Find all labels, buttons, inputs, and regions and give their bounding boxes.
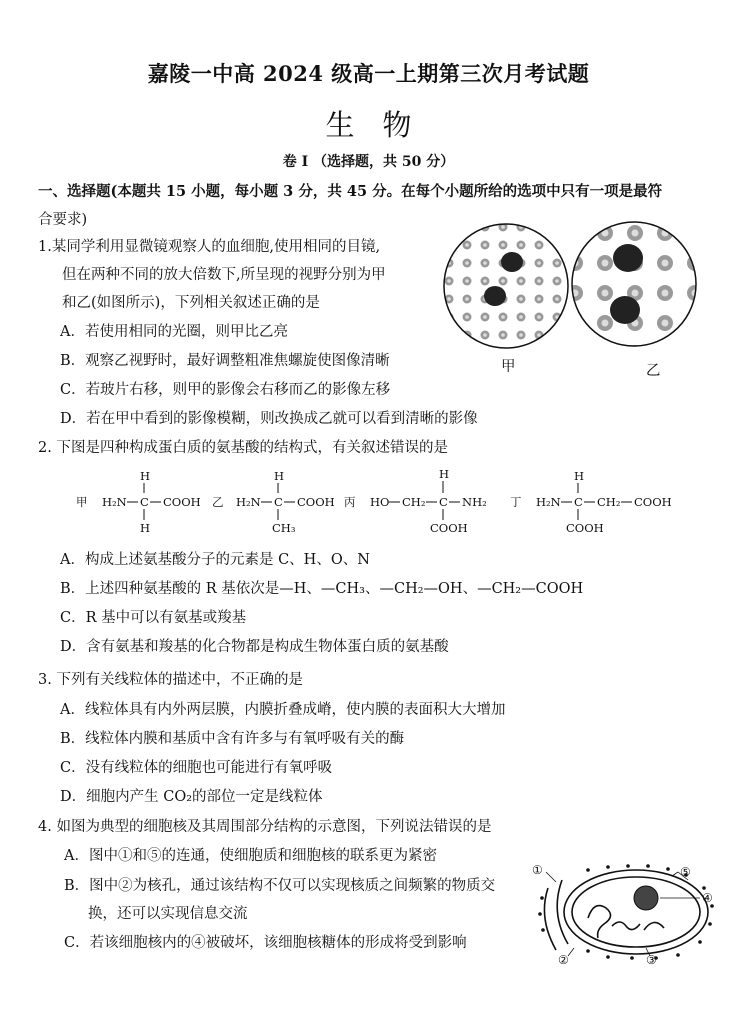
svg-text:C: C bbox=[439, 495, 448, 509]
structure-label-yi: 乙 bbox=[212, 495, 224, 509]
structure-label-bing: 丙 bbox=[344, 495, 356, 509]
svg-text:COOH: COOH bbox=[430, 521, 468, 535]
q1-stem-line1: 1.某同学利用显微镜观察人的血细胞,使用相同的目镜, bbox=[38, 239, 381, 255]
label-4: ④ bbox=[702, 891, 713, 905]
q4-option-a: A．图中①和⑤的连通，使细胞质和细胞核的联系更为紧密 bbox=[64, 848, 437, 864]
q1-stem-line3: 和乙(如图所示)，下列相关叙述正确的是 bbox=[62, 295, 320, 311]
q2-option-c: C．R 基中可以有氨基或羧基 bbox=[60, 610, 247, 626]
svg-text:H₂N: H₂N bbox=[102, 495, 127, 509]
svg-text:CH₂: CH₂ bbox=[402, 495, 426, 509]
svg-text:H₂N: H₂N bbox=[236, 495, 261, 509]
q3-option-d: D．细胞内产生 CO₂的部位一定是线粒体 bbox=[60, 789, 323, 805]
svg-text:COOH: COOH bbox=[566, 521, 604, 535]
q1-option-b: B．观察乙视野时，最好调整粗准焦螺旋使图像清晰 bbox=[60, 353, 390, 369]
q3-option-b: B．线粒体内膜和基质中含有许多与有氧呼吸有关的酶 bbox=[60, 731, 405, 747]
label-2: ② bbox=[558, 953, 569, 966]
q3-option-c: C．没有线粒体的细胞也可能进行有氧呼吸 bbox=[60, 760, 333, 776]
svg-text:C: C bbox=[274, 495, 283, 509]
svg-text:COOH: COOH bbox=[297, 495, 335, 509]
field-yi bbox=[572, 222, 696, 346]
svg-text:COOH: COOH bbox=[634, 495, 672, 509]
volume-heading: 卷 I （选择题，共 50 分） bbox=[282, 154, 455, 170]
field-jia bbox=[444, 224, 568, 348]
q2-option-a: A．构成上述氨基酸分子的元素是 C、H、O、N bbox=[60, 552, 370, 568]
q3-stem: 3. 下列有关线粒体的描述中，不正确的是 bbox=[38, 672, 303, 688]
amino-acid-structures bbox=[70, 466, 690, 538]
q1-option-a: A．若使用相同的光圈，则甲比乙亮 bbox=[60, 324, 288, 340]
label-5: ⑤ bbox=[680, 865, 691, 879]
label-1: ① bbox=[532, 863, 543, 877]
svg-text:H: H bbox=[574, 469, 585, 483]
q4-option-b: B．图中②为核孔，通过该结构不仅可以实现核质之间频繁的物质交 bbox=[64, 878, 496, 894]
label-3: ③ bbox=[646, 953, 657, 966]
exam-title: 嘉陵一中高 2024 级高一上期第三次月考试题 bbox=[147, 61, 590, 86]
q2-option-d: D．含有氨基和羧基的化合物都是构成生物体蛋白质的氨基酸 bbox=[60, 639, 449, 655]
svg-text:C: C bbox=[140, 495, 149, 509]
q4-option-b-cont: 换，还可以实现信息交流 bbox=[88, 906, 248, 922]
svg-text:H₂N: H₂N bbox=[536, 495, 561, 509]
svg-text:H: H bbox=[274, 469, 285, 483]
q4-stem: 4. 如图为典型的细胞核及其周围部分结构的示意图，下列说法错误的是 bbox=[38, 819, 492, 835]
q1-stem-line2: 但在两种不同的放大倍数下,所呈现的视野分别为甲 bbox=[62, 267, 386, 283]
svg-text:CH₂: CH₂ bbox=[597, 495, 621, 509]
q1-option-d: D．若在甲中看到的影像模糊，则改换成乙就可以看到清晰的影像 bbox=[60, 411, 478, 427]
microscope-fields-figure bbox=[440, 218, 700, 378]
svg-text:NH₂: NH₂ bbox=[462, 495, 487, 509]
fig-label-jia: 甲 bbox=[501, 359, 516, 375]
svg-text:CH₃: CH₃ bbox=[272, 521, 296, 535]
svg-text:H: H bbox=[140, 469, 151, 483]
q1-option-c: C．若玻片右移，则甲的影像会右移而乙的影像左移 bbox=[60, 382, 391, 398]
nucleus-figure bbox=[528, 858, 728, 966]
svg-text:HO: HO bbox=[370, 495, 390, 509]
q4-option-c: C．若该细胞核内的④被破坏，该细胞核糖体的形成将受到影响 bbox=[64, 935, 467, 951]
svg-text:C: C bbox=[574, 495, 583, 509]
q2-option-b: B．上述四种氨基酸的 R 基依次是—H、—CH₃、—CH₂—OH、—CH₂—COOH bbox=[60, 581, 584, 597]
section-heading: 一、选择题(本题共 15 小题，每小题 3 分，共 45 分。在每个小题所给的选项中只有一项是最符 bbox=[38, 183, 663, 200]
subject-title: 生物 bbox=[325, 108, 440, 142]
q3-option-a: A．线粒体具有内外两层膜，内膜折叠成嵴，使内膜的表面积大大增加 bbox=[60, 702, 506, 718]
svg-text:COOH: COOH bbox=[163, 495, 201, 509]
q2-stem: 2. 下图是四种构成蛋白质的氨基酸的结构式，有关叙述错误的是 bbox=[38, 440, 448, 456]
section-heading-cont: 合要求) bbox=[38, 212, 88, 228]
fig-label-yi: 乙 bbox=[646, 363, 661, 379]
svg-text:H: H bbox=[140, 521, 151, 535]
structure-label-ding: 丁 bbox=[510, 495, 522, 509]
structure-label-jia: 甲 bbox=[76, 495, 88, 509]
svg-text:H: H bbox=[439, 467, 450, 481]
